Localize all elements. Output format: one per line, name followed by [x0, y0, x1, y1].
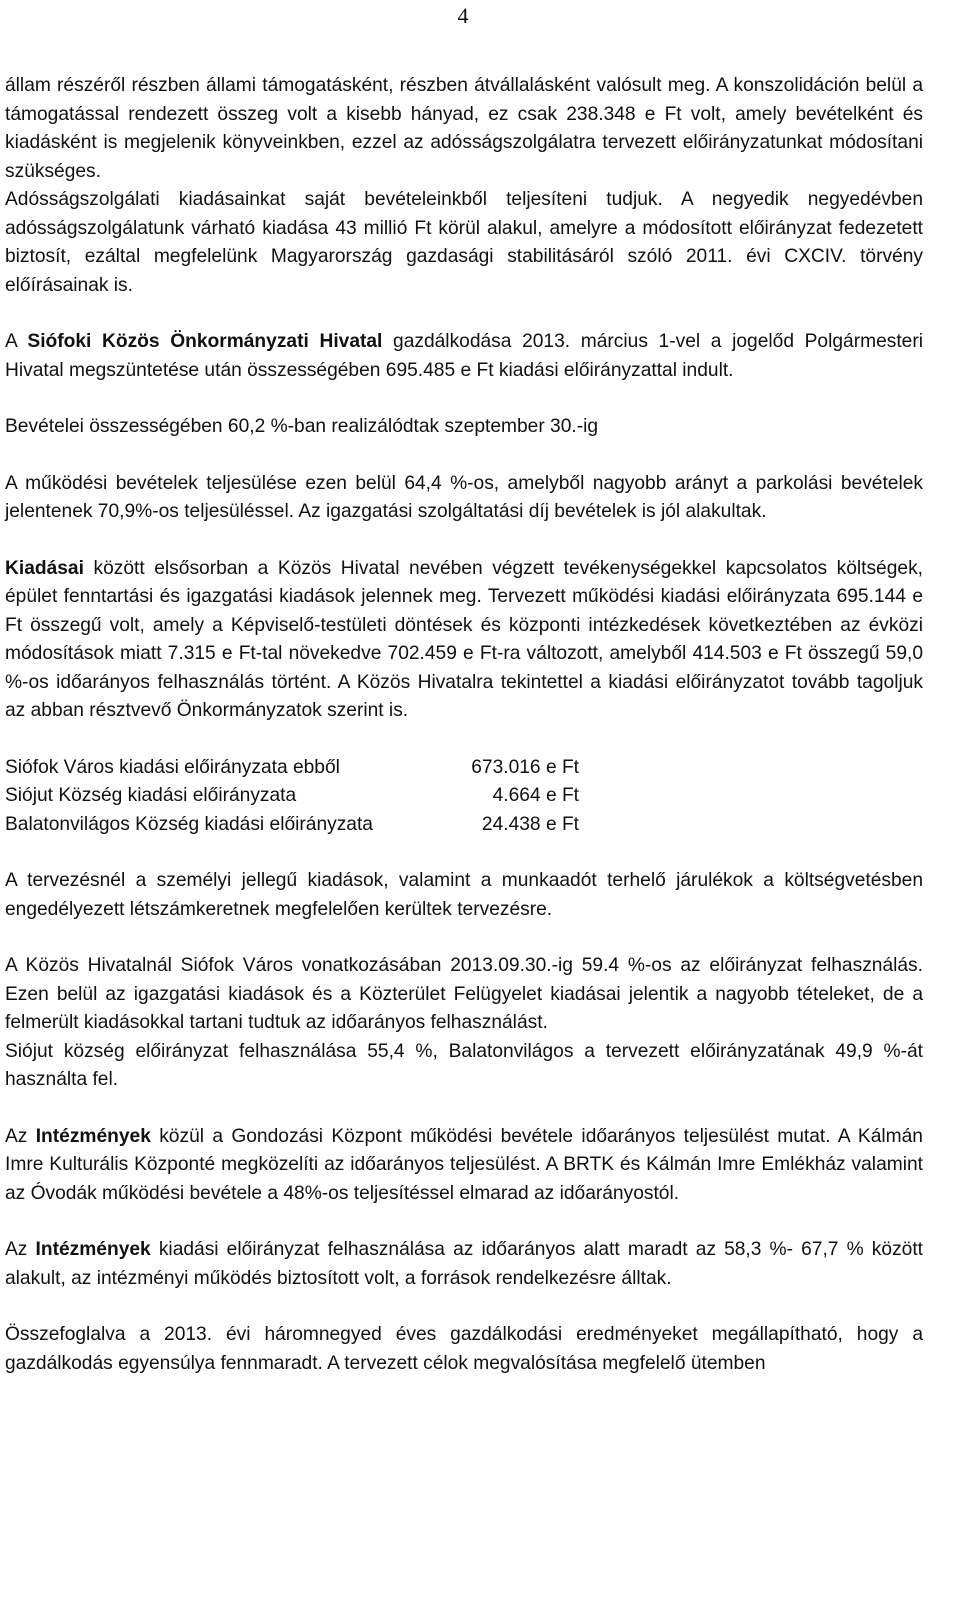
budget-allocation-table: [5, 754, 585, 840]
paragraph-debt-consolidation: állam részéről részben állami támogatásként, részben átvállalásként valósult meg. A konszolidáción belül a támogatással rendezett összeg volt a kisebb hányad, ez csak 238.348 e Ft volt, amely bevételként és kiadásként is megjelenik könyveinkben, ezzel az adósságszolgálatra tervezett előirányzatunkat módosítani szükséges.: [5, 75, 923, 182]
table-row: [5, 754, 585, 783]
paragraph-expenditures: Kiadásai között elsősorban a Közös Hivatal nevében végzett tevékenységekkel kapcsolatos költségek, épület fenntartási és igazgatási kiadások jelennek meg. Tervezett működési kiadási előirányzata 695.144 e Ft összegű volt, amely a Képviselő-testületi döntések és központi intézkedések következtében az évközi módosítások miatt 7.315 e Ft-tal növekedve 702.459 e Ft-ra változott, amelyből 414.503 e Ft összegű 59,0 %-os időarányos felhasználás történt. A Közös Hivatalra tekintettel a kiadási előirányzatot tovább tagoljuk az abban résztvevő Önkormányzatok szerint is.: [5, 557, 923, 721]
page-number: 4: [457, 3, 469, 28]
budget-amount: 24.438 e Ft: [481, 813, 579, 835]
paragraph-siojut-balatonvilagos: Siójut község előirányzat felhasználása 55,4 %, Balatonvilágos a tervezett előirányzatának 49,9 %-át használta fel.: [5, 1040, 923, 1090]
paragraph-siofok-usage: A Közös Hivatalnál Siófok Város vonatkozásában 2013.09.30.-ig 59.4 %-os az előirányzat felhasználás. Ezen belül az igazgatási kiadások és a Közterület Felügyelet kiadásai jelentik a nagyobb tételeket, de a felmerült kiadásokkal tartani tudtuk az időarányos felhasználást.: [5, 955, 923, 1033]
budget-label: Siófok Város kiadási előirányzata ebből: [5, 756, 340, 778]
paragraph-operating-revenue: A működési bevételek teljesülése ezen belül 64,4 %-os, amelyből nagyobb arányt a parkolási bevételek jelentenek 70,9%-os teljesüléssel. Az igazgatási szolgáltatási díj bevételek is jól alakultak.: [5, 472, 923, 522]
paragraph-summary: Összefoglalva a 2013. évi háromnegyed éves gazdálkodási eredményeket megállapítható, hogy a gazdálkodás egyensúlya fennmaradt. A tervezett célok megvalósítása megfelelő ütemben: [5, 1324, 923, 1374]
expenditures-bold: Kiadásai: [5, 557, 84, 579]
paragraph-office-management: A Siófoki Közös Önkormányzati Hivatal gazdálkodása 2013. március 1-vel a jogelőd Polgármesteri Hivatal megszüntetése után összességében 695.485 e Ft kiadási előirányzattal indult.: [5, 331, 923, 381]
budget-amount: 4.664 e Ft: [492, 785, 579, 806]
budget-amount: 673.016 e Ft: [471, 756, 579, 778]
paragraph-debt-service: Adósságszolgálati kiadásainkat saját bevételeinkből teljesíteni tudjuk. A negyedik negyedévben adósságszolgálatunk várható kiadása 43 millió Ft körül alakul, amelyre a módosított előirányzat fedezetett biztosít, ezáltal megfelelünk Magyarország gazdasági stabilitásáról szóló 2011. évi CXCIV. törvény előírásainak is.: [5, 189, 923, 296]
paragraph-institutions-expenditure: Az Intézmények kiadási előirányzat felhasználása az időarányos alatt maradt az 58,3 %- 67,7 % között alakult, az intézményi működés biztosított volt, a források rendelkezésre álltak.: [5, 1239, 923, 1289]
paragraph-revenue-realization: Bevételei összességében 60,2 %-ban realizálódtak szeptember 30.-ig: [5, 416, 599, 437]
table-row: [5, 811, 585, 840]
document-body: [5, 72, 923, 1378]
institutions-bold: Intézmények: [35, 1239, 151, 1260]
office-name-bold: Siófoki Közös Önkormányzati Hivatal: [27, 331, 383, 352]
paragraph-personnel-planning: A tervezésnél a személyi jellegű kiadások, valamint a munkaadót terhelő járulékok a költségvetésben engedélyezett létszámkeretnek megfelelően kerültek tervezésre.: [5, 870, 923, 920]
institutions-bold: Intézmények: [35, 1125, 151, 1147]
budget-label: Balatonvilágos Község kiadási előirányzata: [5, 813, 373, 835]
budget-label: Siójut Község kiadási előirányzata: [5, 785, 297, 806]
paragraph-institutions-revenue: Az Intézmények közül a Gondozási Központ működési bevétele időarányos teljesülést mutat. A Kálmán Imre Kulturális Központé megközelíti az időarányos teljesülést. A BRTK és Kálmán Imre Emlékház valamint az Óvodák működési bevétele a 48%-os teljesítéssel elmarad az időarányostól.: [5, 1125, 923, 1204]
table-row: [5, 782, 585, 811]
